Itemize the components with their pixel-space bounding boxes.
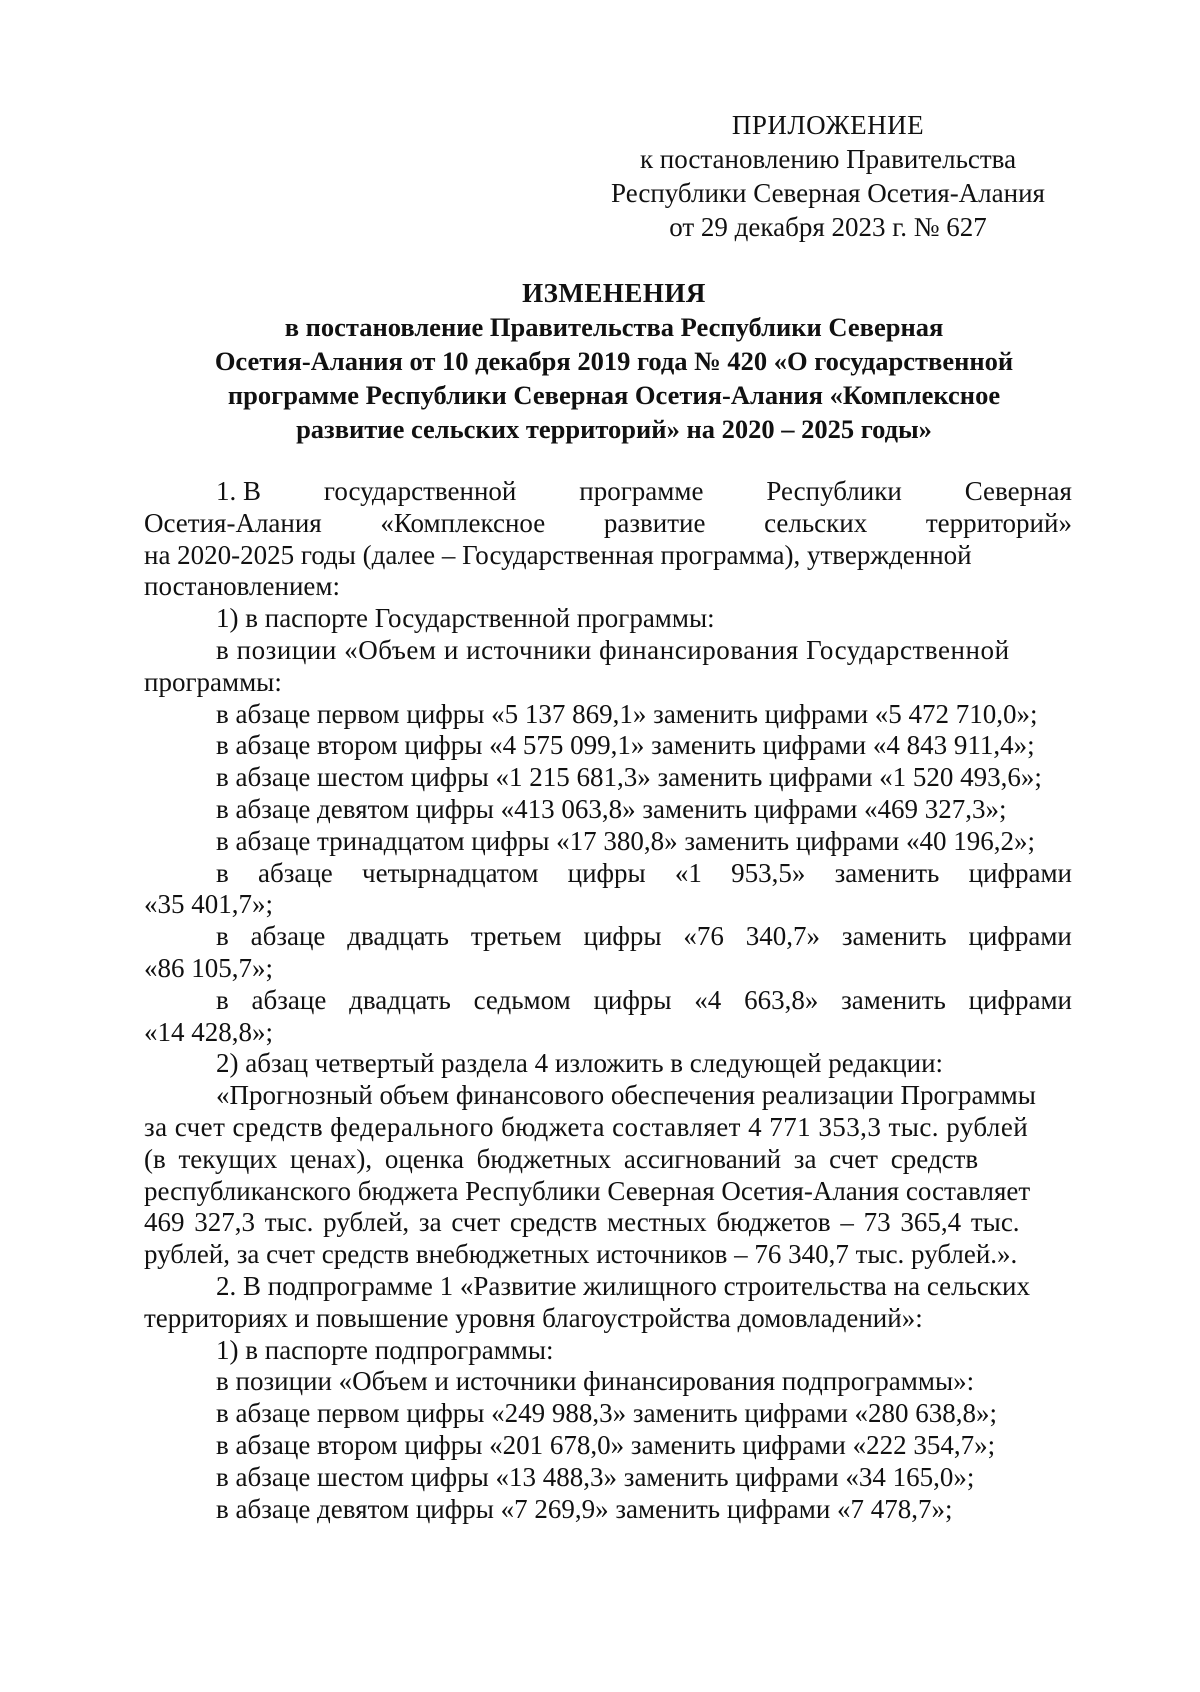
word: государственной xyxy=(323,476,517,506)
replacement-line: в абзаце девятом цифры «413 063,8» заменить цифрами «469 327,3»; xyxy=(216,793,1007,824)
position-line: в позиции «Объем и источники финансирования Государственной xyxy=(216,634,1010,665)
heading-title: ИЗМЕНЕНИЯ xyxy=(522,278,706,308)
word: «76 xyxy=(683,921,724,952)
quote-line: рублей, за счет средств внебюджетных источников – 76 340,7 тыс. рублей.». xyxy=(144,1239,1018,1270)
position-line-cont: программы: xyxy=(144,666,282,697)
document-heading xyxy=(150,276,1078,446)
word: сельских xyxy=(764,507,868,538)
word: Республики xyxy=(766,476,902,506)
word: цифры xyxy=(583,921,662,952)
sub-replacement-line: в абзаце шестом цифры «13 488,3» заменить цифрами «34 165,0»; xyxy=(216,1461,975,1492)
replacement-line: в абзаце тринадцатом цифры «17 380,8» заменить цифрами «40 196,2»; xyxy=(216,825,1035,856)
paragraph-2-line: территориях и повышение уровня благоустройства домовладений»: xyxy=(144,1302,923,1333)
word: цифры xyxy=(593,984,672,1015)
word: 663,8» xyxy=(744,984,819,1015)
sub-replacement-line: в абзаце девятом цифры «7 269,9» заменить цифрами «7 478,7»; xyxy=(216,1493,953,1524)
paragraph-2-line: 2. В подпрограмме 1 «Развитие жилищного строительства на сельских xyxy=(216,1270,1030,1301)
sub-item-1: 1) в паспорте подпрограммы: xyxy=(216,1334,554,1365)
quote-line: 469 327,3 тыс. рублей, за счет средств местных бюджетов – 73 365,4 тыс. xyxy=(144,1207,1020,1238)
word: абзаце xyxy=(251,984,327,1015)
appendix-line: к постановлению Правительства xyxy=(639,144,1017,174)
document-body xyxy=(144,476,1072,1525)
word: абзаце xyxy=(250,921,326,952)
word: развитие xyxy=(603,507,706,538)
word: седьмом xyxy=(473,984,571,1015)
replacement-line-tail: «35 401,7»; xyxy=(144,889,274,920)
quote-line: республиканского бюджета Республики Северная Осетия-Алания составляет xyxy=(144,1175,1031,1206)
item-1: 1) в паспорте Государственной программы: xyxy=(216,603,715,634)
word: Осетия-Алания xyxy=(144,507,322,538)
appendix-block xyxy=(598,108,1058,244)
quote-line: «Прогнозный объем финансового обеспечения реализации Программы xyxy=(216,1080,1036,1111)
heading-line: программе Республики Северная Осетия-Алания «Комплексное xyxy=(227,380,1001,410)
word: заменить xyxy=(841,921,947,952)
heading-line: развитие сельских территорий» на 2020 – 2025 годы» xyxy=(296,414,932,444)
appendix-date-line: от 29 декабря 2023 г. № 627 xyxy=(669,212,987,242)
word: цифрами xyxy=(968,857,1072,888)
word: заменить xyxy=(841,984,946,1015)
word: «4 xyxy=(694,984,722,1015)
word: цифрами xyxy=(968,984,1072,1015)
word: территорий» xyxy=(925,507,1072,538)
replacement-line-tail: «14 428,8»; xyxy=(144,1016,274,1047)
word: Северная xyxy=(964,476,1072,506)
word: в xyxy=(216,857,229,888)
word: третьем xyxy=(470,921,562,952)
replacement-line-spread xyxy=(144,985,1072,1017)
replacement-line: в абзаце первом цифры «5 137 869,1» заменить цифрами «5 472 710,0»; xyxy=(216,698,1038,729)
word: 340,7» xyxy=(745,921,821,952)
word: цифры xyxy=(567,857,646,888)
paragraph-1-line-4: постановлением: xyxy=(144,571,340,602)
heading-line: в постановление Правительства Республики Северная xyxy=(284,312,944,342)
paragraph-1-line-3: на 2020-2025 годы (далее – Государственная программа), утвержденной xyxy=(144,539,972,570)
item-2: 2) абзац четвертый раздела 4 изложить в следующей редакции: xyxy=(216,1048,944,1079)
replacement-line-spread xyxy=(144,921,1072,953)
word: программе xyxy=(579,476,704,506)
word: двадцать xyxy=(347,921,449,952)
appendix-line: Республики Северная Осетия-Алания xyxy=(611,178,1045,208)
word: в xyxy=(216,921,229,952)
word: двадцать xyxy=(349,984,451,1015)
word: заменить xyxy=(834,857,940,888)
sub-position-line: в позиции «Объем и источники финансирования подпрограммы»: xyxy=(216,1366,975,1397)
sub-replacement-line: в абзаце втором цифры «201 678,0» заменить цифрами «222 354,7»; xyxy=(216,1429,996,1460)
heading-line: Осетия-Алания от 10 декабря 2019 года № 420 «О государственной xyxy=(214,346,1014,376)
replacement-line: в абзаце шестом цифры «1 215 681,3» заменить цифрами «1 520 493,6»; xyxy=(216,762,1042,793)
replacement-line-spread xyxy=(144,858,1072,890)
appendix-title: ПРИЛОЖЕНИЕ xyxy=(731,110,925,140)
word: «1 xyxy=(674,857,702,888)
word: 953,5» xyxy=(731,857,806,888)
sub-replacement-line: в абзаце первом цифры «249 988,3» заменить цифрами «280 638,8»; xyxy=(216,1398,998,1429)
word: абзаце xyxy=(257,857,333,888)
word: в xyxy=(216,984,229,1015)
paragraph-1-line-2 xyxy=(144,508,1072,540)
quote-line: (в текущих ценах), оценка бюджетных ассигнований за счет средств xyxy=(144,1143,979,1174)
word: цифрами xyxy=(968,921,1072,952)
replacement-line: в абзаце втором цифры «4 575 099,1» заменить цифрами «4 843 911,4»; xyxy=(216,730,1035,761)
word: четырнадцатом xyxy=(362,857,539,888)
word: «Комплексное xyxy=(380,507,546,538)
quote-line: за счет средств федерального бюджета составляет 4 771 353,3 тыс. рублей xyxy=(144,1111,1029,1142)
word: 1. В xyxy=(216,476,262,506)
replacement-line-tail: «86 105,7»; xyxy=(144,952,274,983)
paragraph-1-line-1 xyxy=(144,476,1072,508)
